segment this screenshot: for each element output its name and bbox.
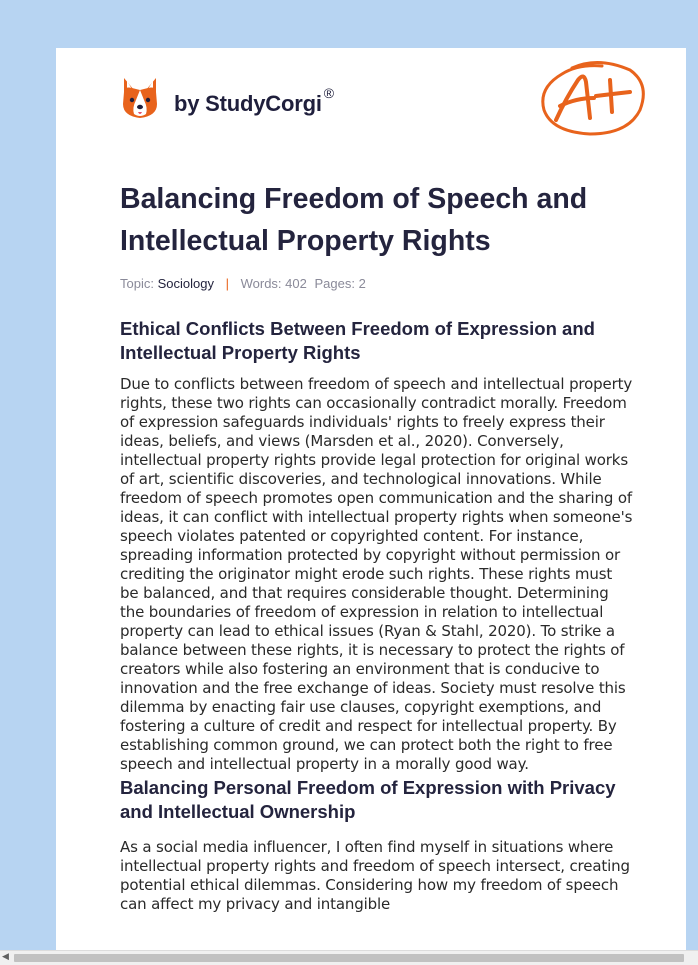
section-body: Due to conflicts between freedom of speech and intellectual property rights, these two rights can occasionally contradict morally. Freedom of expression safeguards individuals' rights to freely express their ideas, beliefs, and views (Marsden et al., 2020). Conversely, intellectual property rights provide legal protection for original works of art, scientific discoveries, and technological innovations. While freedom of speech promotes open communication and the sharing of ideas, it can conflict with intellectual property rights when someone's speech violates patented or copyrighted content. For instance, spreading information protected by copyright without permission or crediting the originator might erode such rights. These rights must be balanced, and that requires considerable thought. Determining the boundaries of freedom of expression in relation to intellectual property can lead to ethical issues (Ryan & Stahl, 2020). To strike a balance between these rights, it is necessary to protect the rights of creators while also fostering an environment that is conducive to innovation and the free exchange of ideas. Society must resolve this dilemma by enacting fair use clauses, copyright exemptions, and fostering a culture of credit and respect for intellectual property. By establishing common ground, we can protect both the right to free speech and intellectual property in a morally good way. xyxy=(120,375,633,773)
topic-label: Topic: xyxy=(120,276,154,291)
horizontal-scrollbar[interactable] xyxy=(0,950,698,965)
section-heading: Ethical Conflicts Between Freedom of Expression and Intellectual Property Rights xyxy=(120,318,595,363)
scrollbar-thumb[interactable] xyxy=(14,954,684,962)
topic-link[interactable]: Sociology xyxy=(157,276,214,291)
brand-logo[interactable] xyxy=(120,76,334,120)
section-heading: Balancing Personal Freedom of Expression with Privacy and Intellectual Ownership xyxy=(120,777,616,822)
meta-separator: | xyxy=(225,276,229,291)
page-title: Balancing Freedom of Speech and Intellectual Property Rights xyxy=(120,183,588,257)
scroll-left-arrow-icon[interactable]: ◀ xyxy=(2,952,9,962)
svg-text:A+: A+ xyxy=(538,58,540,59)
corgi-logo-icon xyxy=(120,76,160,120)
document-page xyxy=(56,48,686,950)
article xyxy=(120,178,634,914)
article-meta xyxy=(120,276,634,291)
brand-name: by StudyCorgi ® xyxy=(174,85,334,116)
page-count: Pages: 2 xyxy=(314,276,366,291)
grade-a-plus-badge xyxy=(538,58,648,140)
word-count: Words: 402 xyxy=(240,276,307,291)
section-body: As a social media influencer, I often find myself in situations where intellectual property rights and freedom of speech intersect, creating potential ethical dilemmas. Considering how my freedom of speech can affect my privacy and intangible xyxy=(120,838,630,913)
